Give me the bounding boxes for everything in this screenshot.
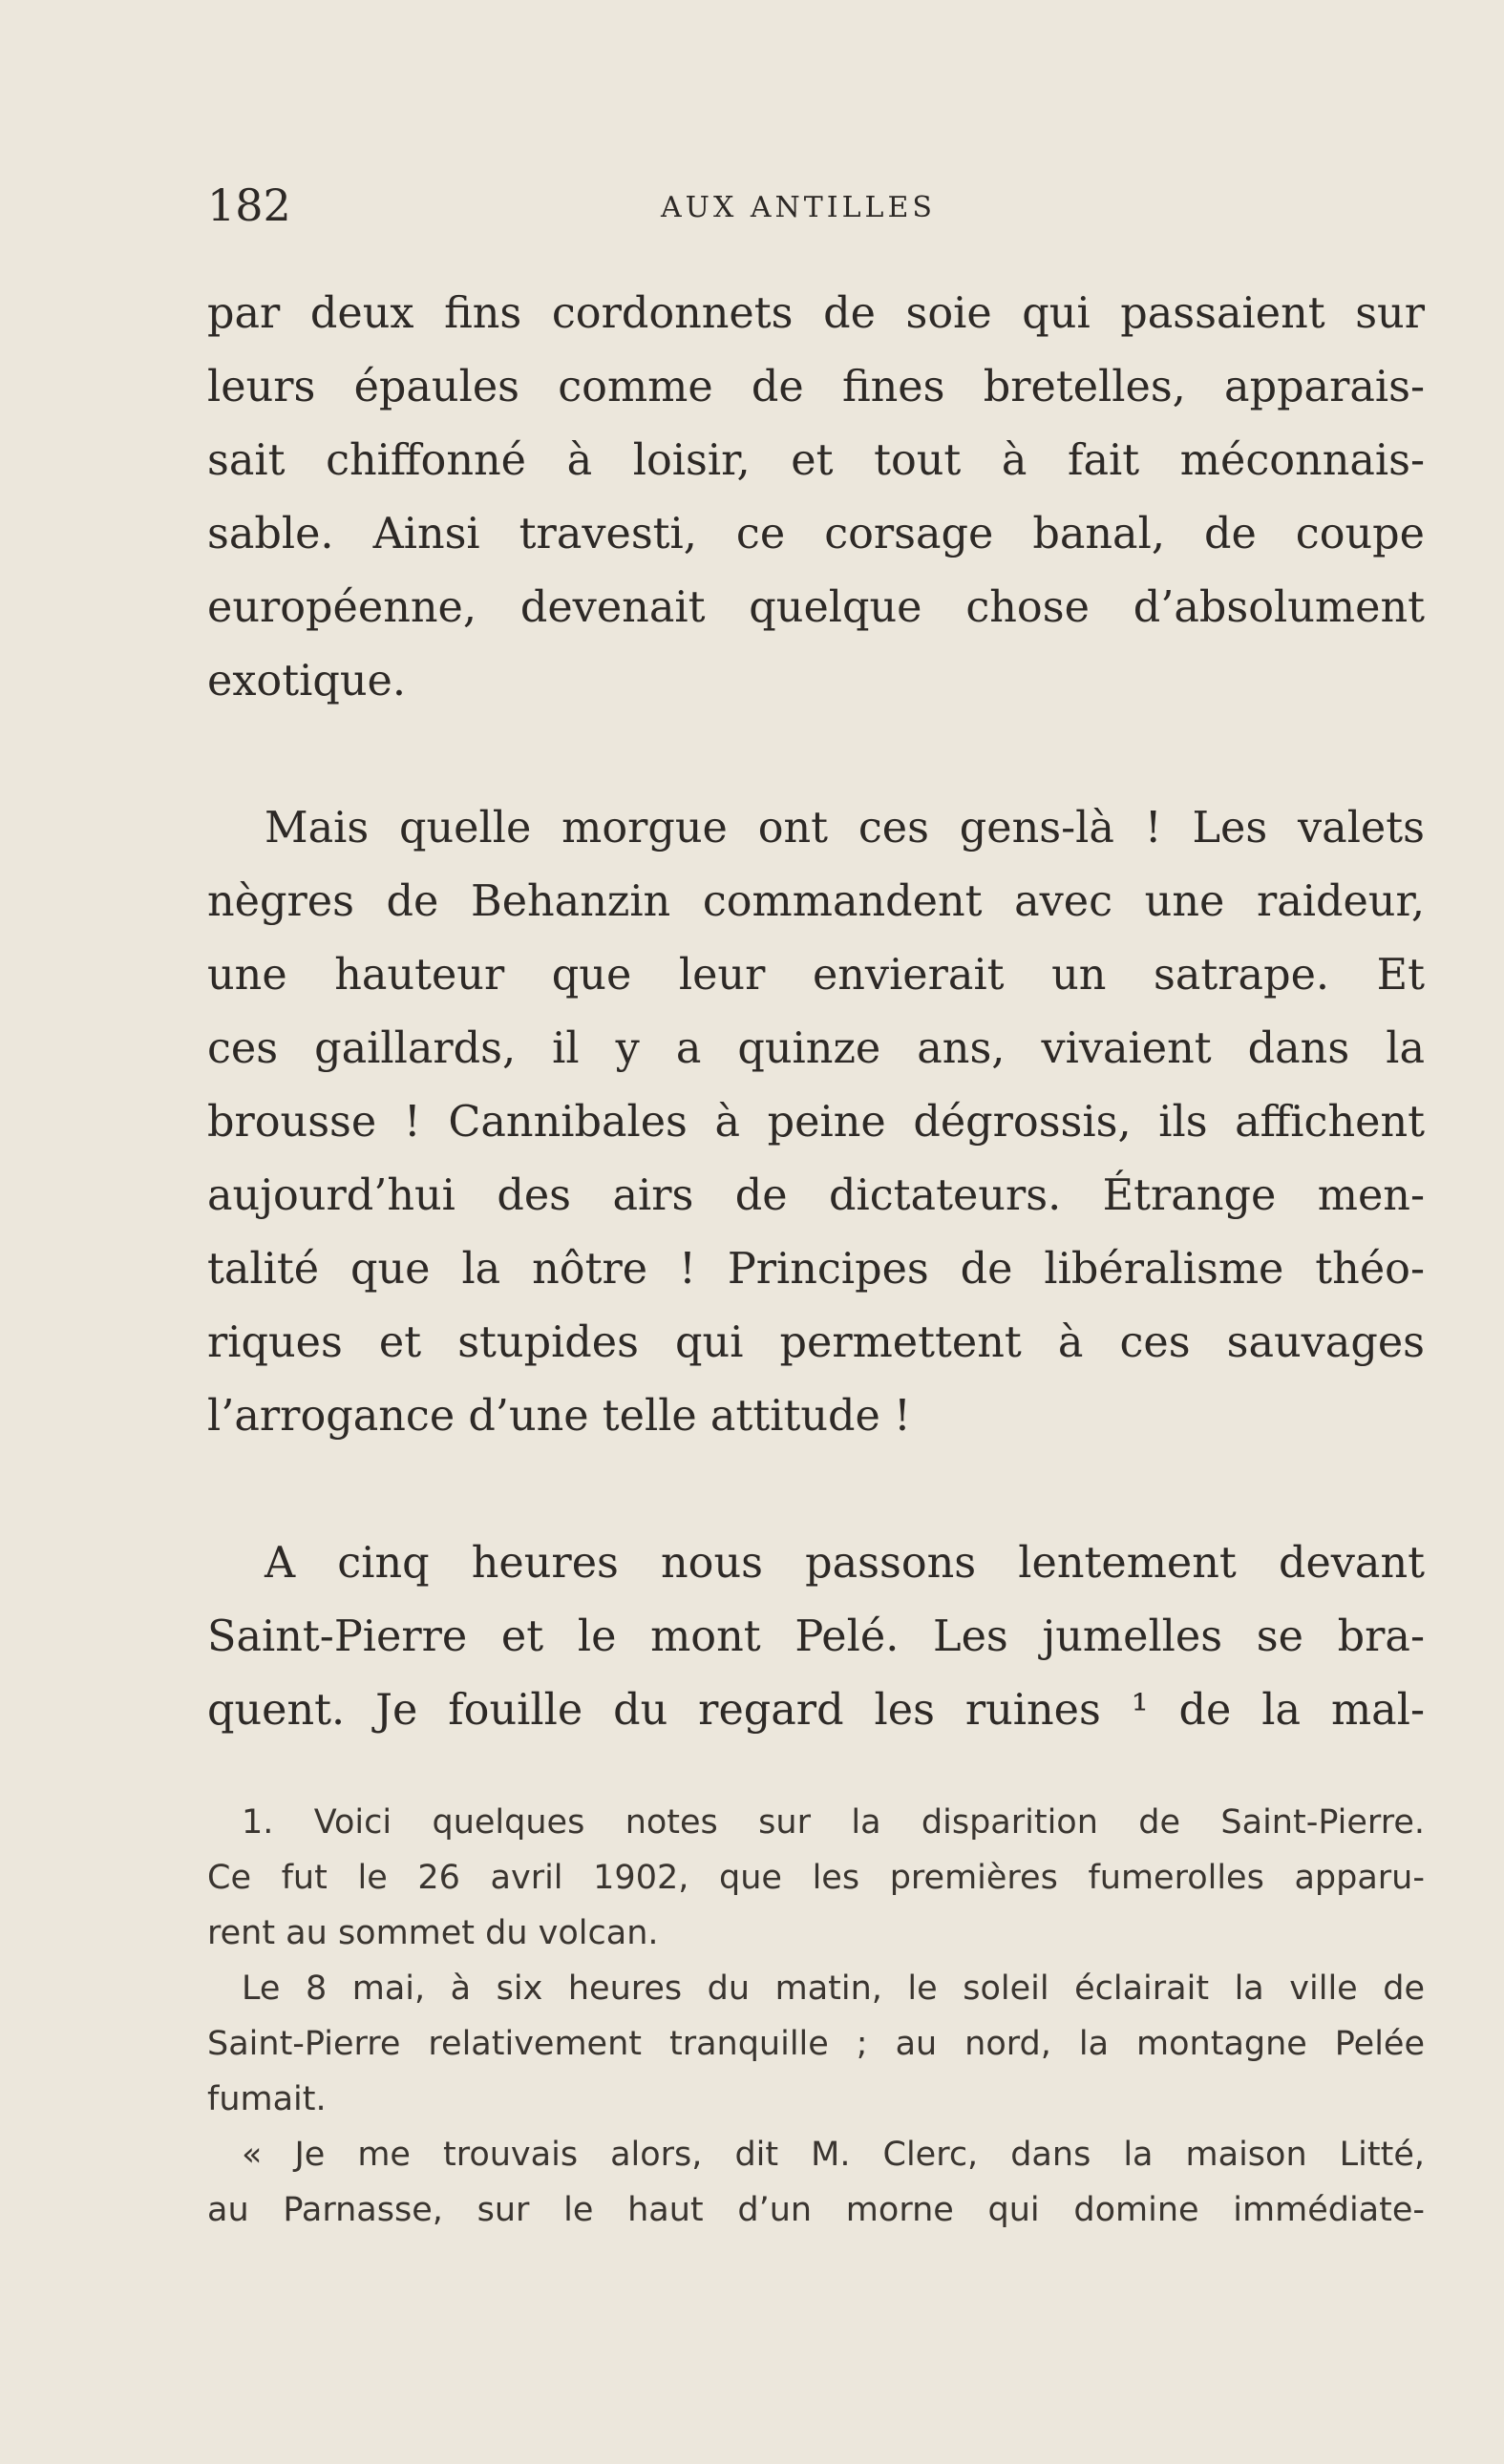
paragraph-gap — [207, 718, 1425, 791]
text-line: une hauteur que leur envierait un satrape. Et — [207, 951, 1425, 1000]
text-line: brousse ! Cannibales à peine dégrossis, ils affichent — [207, 1098, 1425, 1147]
text-line: sable. Ainsi travesti, ce corsage banal, de coupe — [207, 510, 1425, 558]
footnote-paragraph-2 — [207, 1961, 1425, 2127]
page-header — [207, 179, 1425, 237]
text-line: sait chiffonné à loisir, et tout à fait méconnais- — [207, 436, 1425, 485]
paragraph-gap — [207, 1453, 1425, 1527]
text-line: riques et stupides qui permettent à ces sauvages — [207, 1318, 1425, 1367]
text-line: leurs épaules comme de fines bretelles, apparais- — [207, 363, 1425, 411]
text-line: européenne, devenait quelque chose d’absolument — [207, 583, 1425, 632]
paragraph-1 — [207, 277, 1425, 718]
footnote-line: Le 8 mai, à six heures du matin, le soleil éclairait la ville de — [242, 1969, 1425, 2008]
text-line: Saint-Pierre et le mont Pelé. Les jumelles se bra- — [207, 1612, 1425, 1661]
page-number: 182 — [207, 179, 291, 231]
text-line: l’arrogance d’une telle attitude ! — [207, 1392, 911, 1441]
footnote-line: au Parnasse, sur le haut d’un morne qui domine immédiate- — [207, 2191, 1425, 2229]
footnote-line: Ce fut le 26 avril 1902, que les premières fumerolles apparu- — [207, 1859, 1425, 1897]
text-line: A cinq heures nous passons lentement devant — [265, 1539, 1425, 1588]
text-line: quent. Je fouille du regard les ruines ¹ de la mal- — [207, 1686, 1425, 1735]
text-line: exotique. — [207, 657, 406, 706]
footnote-line: Saint-Pierre relativement tranquille ; au nord, la montagne Pelée — [207, 2025, 1425, 2063]
text-line: Mais quelle morgue ont ces gens-là ! Les valets — [265, 804, 1425, 853]
footnotes — [207, 1795, 1425, 2238]
text-line: par deux fins cordonnets de soie qui passaient sur — [207, 289, 1425, 338]
footnote-line: « Je me trouvais alors, dit M. Clerc, dans la maison Litté, — [242, 2136, 1425, 2174]
footnote-line: 1. Voici quelques notes sur la disparition de Saint-Pierre. — [242, 1803, 1425, 1842]
text-line: ces gaillards, il y a quinze ans, vivaient dans la — [207, 1024, 1425, 1073]
running-head: AUX ANTILLES — [661, 191, 936, 224]
text-line: nègres de Behanzin commandent avec une raideur, — [207, 877, 1425, 926]
footnote-paragraph-1 — [207, 1795, 1425, 1961]
footnote-line: rent au sommet du volcan. — [207, 1914, 659, 1952]
body-text — [207, 277, 1425, 1747]
text-line: talité que la nôtre ! Principes de libéralisme théo- — [207, 1245, 1425, 1294]
footnote-paragraph-3 — [207, 2127, 1425, 2238]
footnote-line: fumait. — [207, 2080, 327, 2118]
text-line: aujourd’hui des airs de dictateurs. Étrange men- — [207, 1171, 1425, 1220]
paragraph-2 — [207, 791, 1425, 1453]
paragraph-3 — [207, 1527, 1425, 1747]
